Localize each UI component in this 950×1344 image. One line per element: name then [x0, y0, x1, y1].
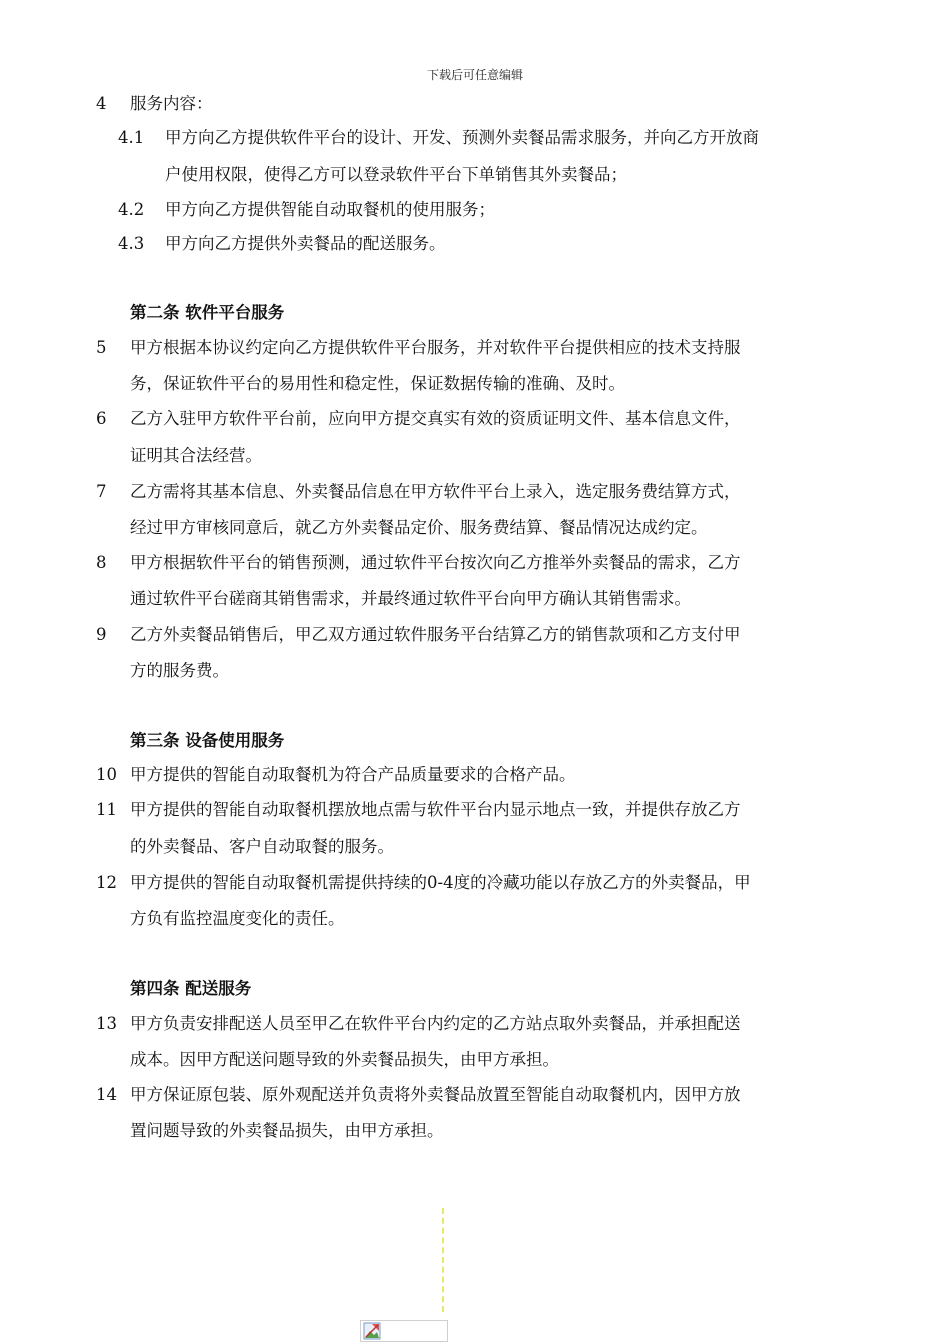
item-number: 4.3	[118, 234, 145, 253]
broken-image-icon	[363, 1322, 381, 1340]
item-text: 乙方需将其基本信息、外卖餐品信息在甲方软件平台上录入，选定服务费结算方式，	[130, 482, 741, 501]
item-text: 甲方提供的智能自动取餐机为符合产品质量要求的合格产品。	[130, 765, 576, 784]
item-text: 经过甲方审核同意后，就乙方外卖餐品定价、服务费结算、餐品情况达成约定。	[130, 518, 708, 537]
item-text: 甲方提供的智能自动取餐机需提供持续的0-4度的冷藏功能以存放乙方的外卖餐品，甲	[130, 873, 751, 892]
item-number: 4.1	[118, 128, 145, 147]
item-number: 12	[96, 873, 117, 892]
item-text: 甲方根据软件平台的销售预测，通过软件平台按次向乙方推举外卖餐品的需求，乙方	[130, 553, 741, 572]
item-number: 6	[96, 409, 107, 428]
section-title: 第四条 配送服务	[130, 979, 252, 998]
item-text: 方的服务费。	[130, 661, 229, 680]
item-number: 10	[96, 765, 117, 784]
item-text: 甲方向乙方提供软件平台的设计、开发、预测外卖餐品需求服务，并向乙方开放商	[165, 128, 759, 147]
item-number: 11	[96, 800, 117, 819]
item-number: 4.2	[118, 200, 145, 219]
item-text: 甲方向乙方提供智能自动取餐机的使用服务；	[165, 200, 495, 219]
page-header: 下载后可任意编辑	[426, 68, 523, 82]
item-text: 置问题导致的外卖餐品损失，由甲方承担。	[130, 1121, 444, 1140]
item-text: 服务内容：	[130, 94, 213, 113]
section-title: 第三条 设备使用服务	[130, 731, 285, 750]
item-number: 9	[96, 625, 107, 644]
item-text: 乙方入驻甲方软件平台前，应向甲方提交真实有效的资质证明文件、基本信息文件，	[130, 409, 741, 428]
broken-image-placeholder	[360, 1320, 448, 1342]
item-text: 的外卖餐品、客户自动取餐的服务。	[130, 837, 394, 856]
item-text: 户使用权限，使得乙方可以登录软件平台下单销售其外卖餐品；	[165, 165, 627, 184]
dashed-divider	[442, 1208, 444, 1312]
item-text: 方负有监控温度变化的责任。	[130, 909, 345, 928]
item-text: 甲方保证原包装、原外观配送并负责将外卖餐品放置至智能自动取餐机内，因甲方放	[130, 1085, 741, 1104]
item-number: 5	[96, 338, 107, 357]
item-text: 务，保证软件平台的易用性和稳定性，保证数据传输的准确、及时。	[130, 374, 625, 393]
item-text: 成本。因甲方配送问题导致的外卖餐品损失，由甲方承担。	[130, 1050, 559, 1069]
item-text: 甲方提供的智能自动取餐机摆放地点需与软件平台内显示地点一致，并提供存放乙方	[130, 800, 741, 819]
item-text: 甲方根据本协议约定向乙方提供软件平台服务，并对软件平台提供相应的技术支持服	[130, 338, 741, 357]
item-number: 8	[96, 553, 107, 572]
item-number: 4	[96, 94, 107, 113]
item-text: 通过软件平台磋商其销售需求，并最终通过软件平台向甲方确认其销售需求。	[130, 589, 691, 608]
item-text: 甲方向乙方提供外卖餐品的配送服务。	[165, 234, 446, 253]
item-text: 甲方负责安排配送人员至甲乙在软件平台内约定的乙方站点取外卖餐品，并承担配送	[130, 1014, 741, 1033]
item-text: 证明其合法经营。	[130, 446, 262, 465]
item-number: 14	[96, 1085, 117, 1104]
item-number: 13	[96, 1014, 117, 1033]
section-title: 第二条 软件平台服务	[130, 303, 285, 322]
item-number: 7	[96, 482, 107, 501]
item-text: 乙方外卖餐品销售后，甲乙双方通过软件服务平台结算乙方的销售款项和乙方支付甲	[130, 625, 741, 644]
